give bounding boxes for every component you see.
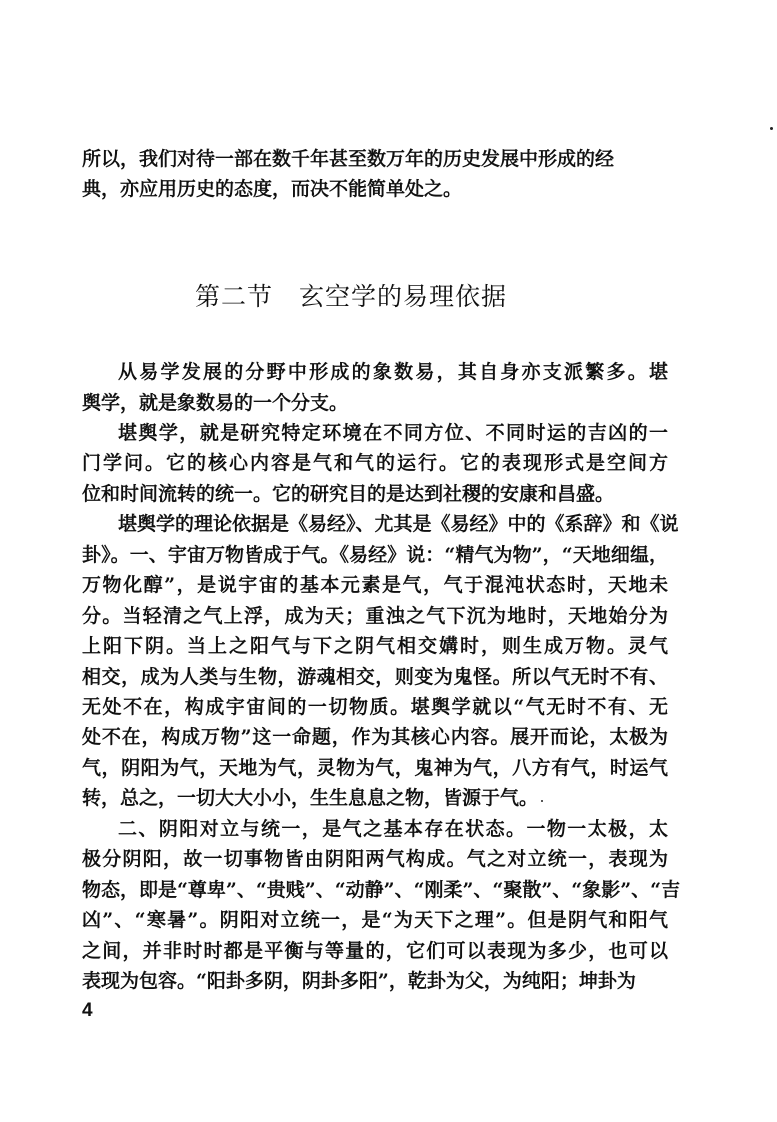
paragraph-line: 处不在，构成万物”这一命题，作为其核心内容。展开而论，太极为 (82, 726, 668, 748)
paragraph-line: 从易学发展的分野中形成的象数易，其自身亦支派繁多。堪 (118, 361, 668, 383)
intro-line: 所以，我们对待一部在数千年甚至数万年的历史发展中形成的经 (82, 148, 615, 170)
paragraph-line: 相交，成为人类与生物，游魂相交，则变为鬼怪。所以气无时不有、 (82, 666, 668, 688)
paragraph-line: 表现为包容。“阳卦多阴，阴卦多阳”，乾卦为父，为纯阳；坤卦为 (82, 970, 636, 992)
intro-line: 典，亦应用历史的态度，而决不能简单处之。 (82, 178, 463, 200)
paragraph-line: 舆学，就是象数易的一个分支。 (82, 392, 349, 414)
page-number: 4 (82, 1000, 93, 1021)
section-heading: 第二节 玄空学的易理依据 (195, 282, 508, 311)
paragraph-line: 极分阴阳，故一切事物皆由阴阳两气构成。气之对立统一，表现为 (82, 848, 668, 870)
paragraph-line: 凶”、“寒暑”。阴阳对立统一，是“为天下之理”。但是阴气和阳气 (82, 909, 668, 931)
paragraph-line: 物态，即是“尊卑”、“贵贱”、“动静”、“刚柔”、“聚散”、“象影”、“吉 (82, 879, 681, 901)
paragraph-line: 分。当轻清之气上浮，成为天；重浊之气下沉为地时，天地始分为 (82, 605, 668, 627)
paragraph-line: 无处不在，构成宇宙间的一切物质。堪舆学就以“气无时不有、无 (82, 696, 668, 718)
paragraph-line: 堪舆学的理论依据是《易经》、尤其是《易经》中的《系辞》和《说 (118, 513, 679, 535)
paragraph-line: 门学问。它的核心内容是气和气的运行。它的表现形式是空间方 (82, 452, 668, 474)
paragraph-line: 卦》。一、宇宙万物皆成于气。《易经》说：“精气为物”，“天地细缊， (82, 544, 668, 566)
scan-speck (770, 127, 773, 130)
paragraph-line: 万物化醇”，是说宇宙的基本元素是气，气于混沌状态时，天地未 (82, 574, 668, 596)
paragraph-line: 转，总之，一切大大小小，生生息息之物，皆源于气。 (82, 787, 539, 809)
paragraph-line: 二、阴阳对立与统一，是气之基本存在状态。一物一太极，太 (118, 818, 668, 840)
paragraph-line: 气，阴阳为气，天地为气，灵物为气，鬼神为气，八方有气，时运气 (82, 757, 668, 779)
paragraph-line: 之间，并非时时都是平衡与等量的，它们可以表现为多少，也可以 (82, 940, 668, 962)
paragraph-line: 位和时间流转的统一。它的研究目的是达到社稷的安康和昌盛。 (82, 483, 615, 505)
scan-speck (541, 800, 543, 802)
paragraph-line: 堪舆学，就是研究特定环境在不同方位、不同时运的吉凶的一 (118, 422, 668, 444)
paragraph-line: 上阳下阴。当上之阳气与下之阴气相交媾时，则生成万物。灵气 (82, 635, 668, 657)
